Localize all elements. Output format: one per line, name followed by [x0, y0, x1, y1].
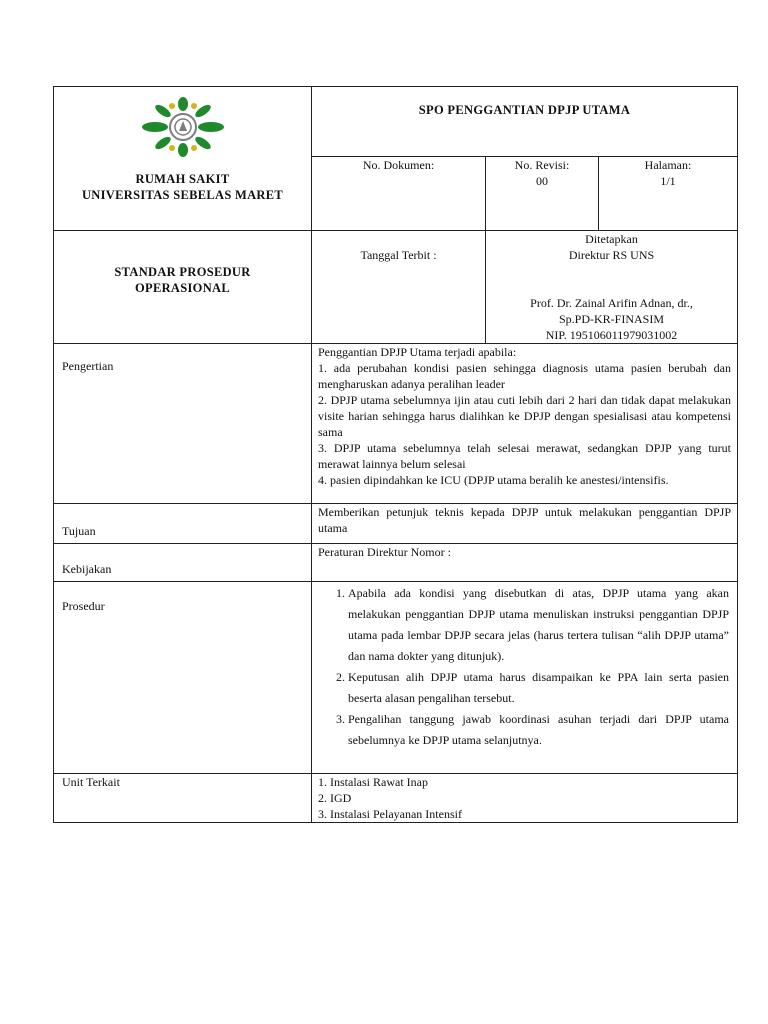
- no-dokumen-label: No. Dokumen:: [362, 158, 435, 172]
- unit-terkait-item: 1. Instalasi Rawat Inap: [318, 775, 428, 789]
- hospital-name-line1: RUMAH SAKIT: [135, 172, 230, 186]
- tujuan-label: Tujuan: [54, 504, 312, 544]
- pengertian-label: Pengertian: [54, 344, 312, 504]
- tanggal-terbit-cell: [312, 231, 486, 344]
- prosedur-step: 3. Pengalihan tanggung jawab koordinasi asuhan terjadi dari DPJP utama sebelumnya ke DPJP utama selanjutnya.: [348, 709, 729, 751]
- unit-terkait-item: 3. Instalasi Pelayanan Intensif: [318, 807, 462, 821]
- hospital-identity-cell: [54, 87, 312, 231]
- prosedur-step: 2. Keputusan alih DPJP utama harus disampaikan ke PPA lain serta pasien beserta alasan pengalihan tersebut.: [348, 667, 729, 709]
- prosedur-content: [312, 582, 738, 774]
- kebijakan-label: Kebijakan: [54, 544, 312, 582]
- spo-type-line2: OPERASIONAL: [135, 281, 230, 295]
- signer-nip: NIP. 195106011979031002: [545, 328, 678, 342]
- prosedur-list: [318, 583, 729, 751]
- no-revisi-cell: [486, 157, 599, 231]
- halaman-label: Halaman:: [644, 158, 692, 172]
- document-title: SPO PENGGANTIAN DPJP UTAMA: [312, 87, 738, 157]
- spo-type-label: [54, 264, 311, 296]
- prosedur-label: Prosedur: [54, 582, 312, 774]
- hospital-name-line2: UNIVERSITAS SEBELAS MARET: [81, 188, 284, 202]
- tanggal-terbit-label: Tanggal Terbit :: [360, 248, 437, 262]
- tujuan-content: Memberikan petunjuk teknis kepada DPJP untuk melakukan penggantian DPJP utama: [312, 504, 738, 544]
- pengertian-line: Penggantian DPJP Utama terjadi apabila:: [318, 345, 517, 359]
- spo-table: [53, 86, 738, 823]
- hospital-name: [54, 171, 311, 203]
- prosedur-step: 1. Apabila ada kondisi yang disebutkan di atas, DPJP utama yang akan melakukan penggantian DPJP utama menuliskan instruksi penggantian DPJP utama pada lembar DPJP secara jelas (harus tertera tulisan “alih DPJP utama” dan nama dokter yang ditunjuk).: [348, 583, 729, 667]
- signer-title: Sp.PD-KR-FINASIM: [558, 312, 665, 326]
- no-revisi-label: No. Revisi:: [514, 158, 570, 172]
- halaman-value: 1/1: [660, 174, 676, 188]
- no-dokumen-cell: [312, 157, 486, 231]
- unit-terkait-list: [318, 774, 731, 822]
- halaman-cell: [599, 157, 738, 231]
- kebijakan-content: Peraturan Direktur Nomor :: [312, 544, 738, 582]
- unit-terkait-content: [312, 774, 738, 823]
- spo-type-line1: STANDAR PROSEDUR: [114, 265, 251, 279]
- unit-terkait-item: 2. IGD: [318, 791, 352, 805]
- ditetapkan-cell: [486, 231, 738, 344]
- pengertian-line: 4. pasien dipindahkan ke ICU (DPJP utama beralih ke anestesi/intensifis.: [318, 473, 669, 487]
- direktur-label: Direktur RS UNS: [568, 248, 655, 262]
- signer-name: Prof. Dr. Zainal Arifin Adnan, dr.,: [530, 296, 693, 310]
- unit-terkait-label: Unit Terkait: [54, 774, 312, 823]
- hospital-logo-icon: [141, 95, 225, 159]
- pengertian-line: 3. DPJP utama sebelumnya telah selesai merawat, sedangkan DPJP yang turut merawat lainnya belum selesai: [318, 441, 731, 471]
- pengertian-line: 2. DPJP utama sebelumnya ijin atau cuti lebih dari 2 hari dan tidak dapat melakukan visite harian sehingga harus dialihkan ke DPJP dengan spesialisasi atau kompetensi sama: [318, 393, 731, 439]
- pengertian-content: [312, 344, 738, 504]
- pengertian-line: 1. ada perubahan kondisi pasien sehingga diagnosis utama pasien berubah dan mengharuskan adanya peralihan leader: [318, 361, 731, 391]
- spo-type-cell: [54, 231, 312, 344]
- no-revisi-value: 00: [536, 174, 548, 188]
- ditetapkan-label: Ditetapkan: [585, 232, 638, 246]
